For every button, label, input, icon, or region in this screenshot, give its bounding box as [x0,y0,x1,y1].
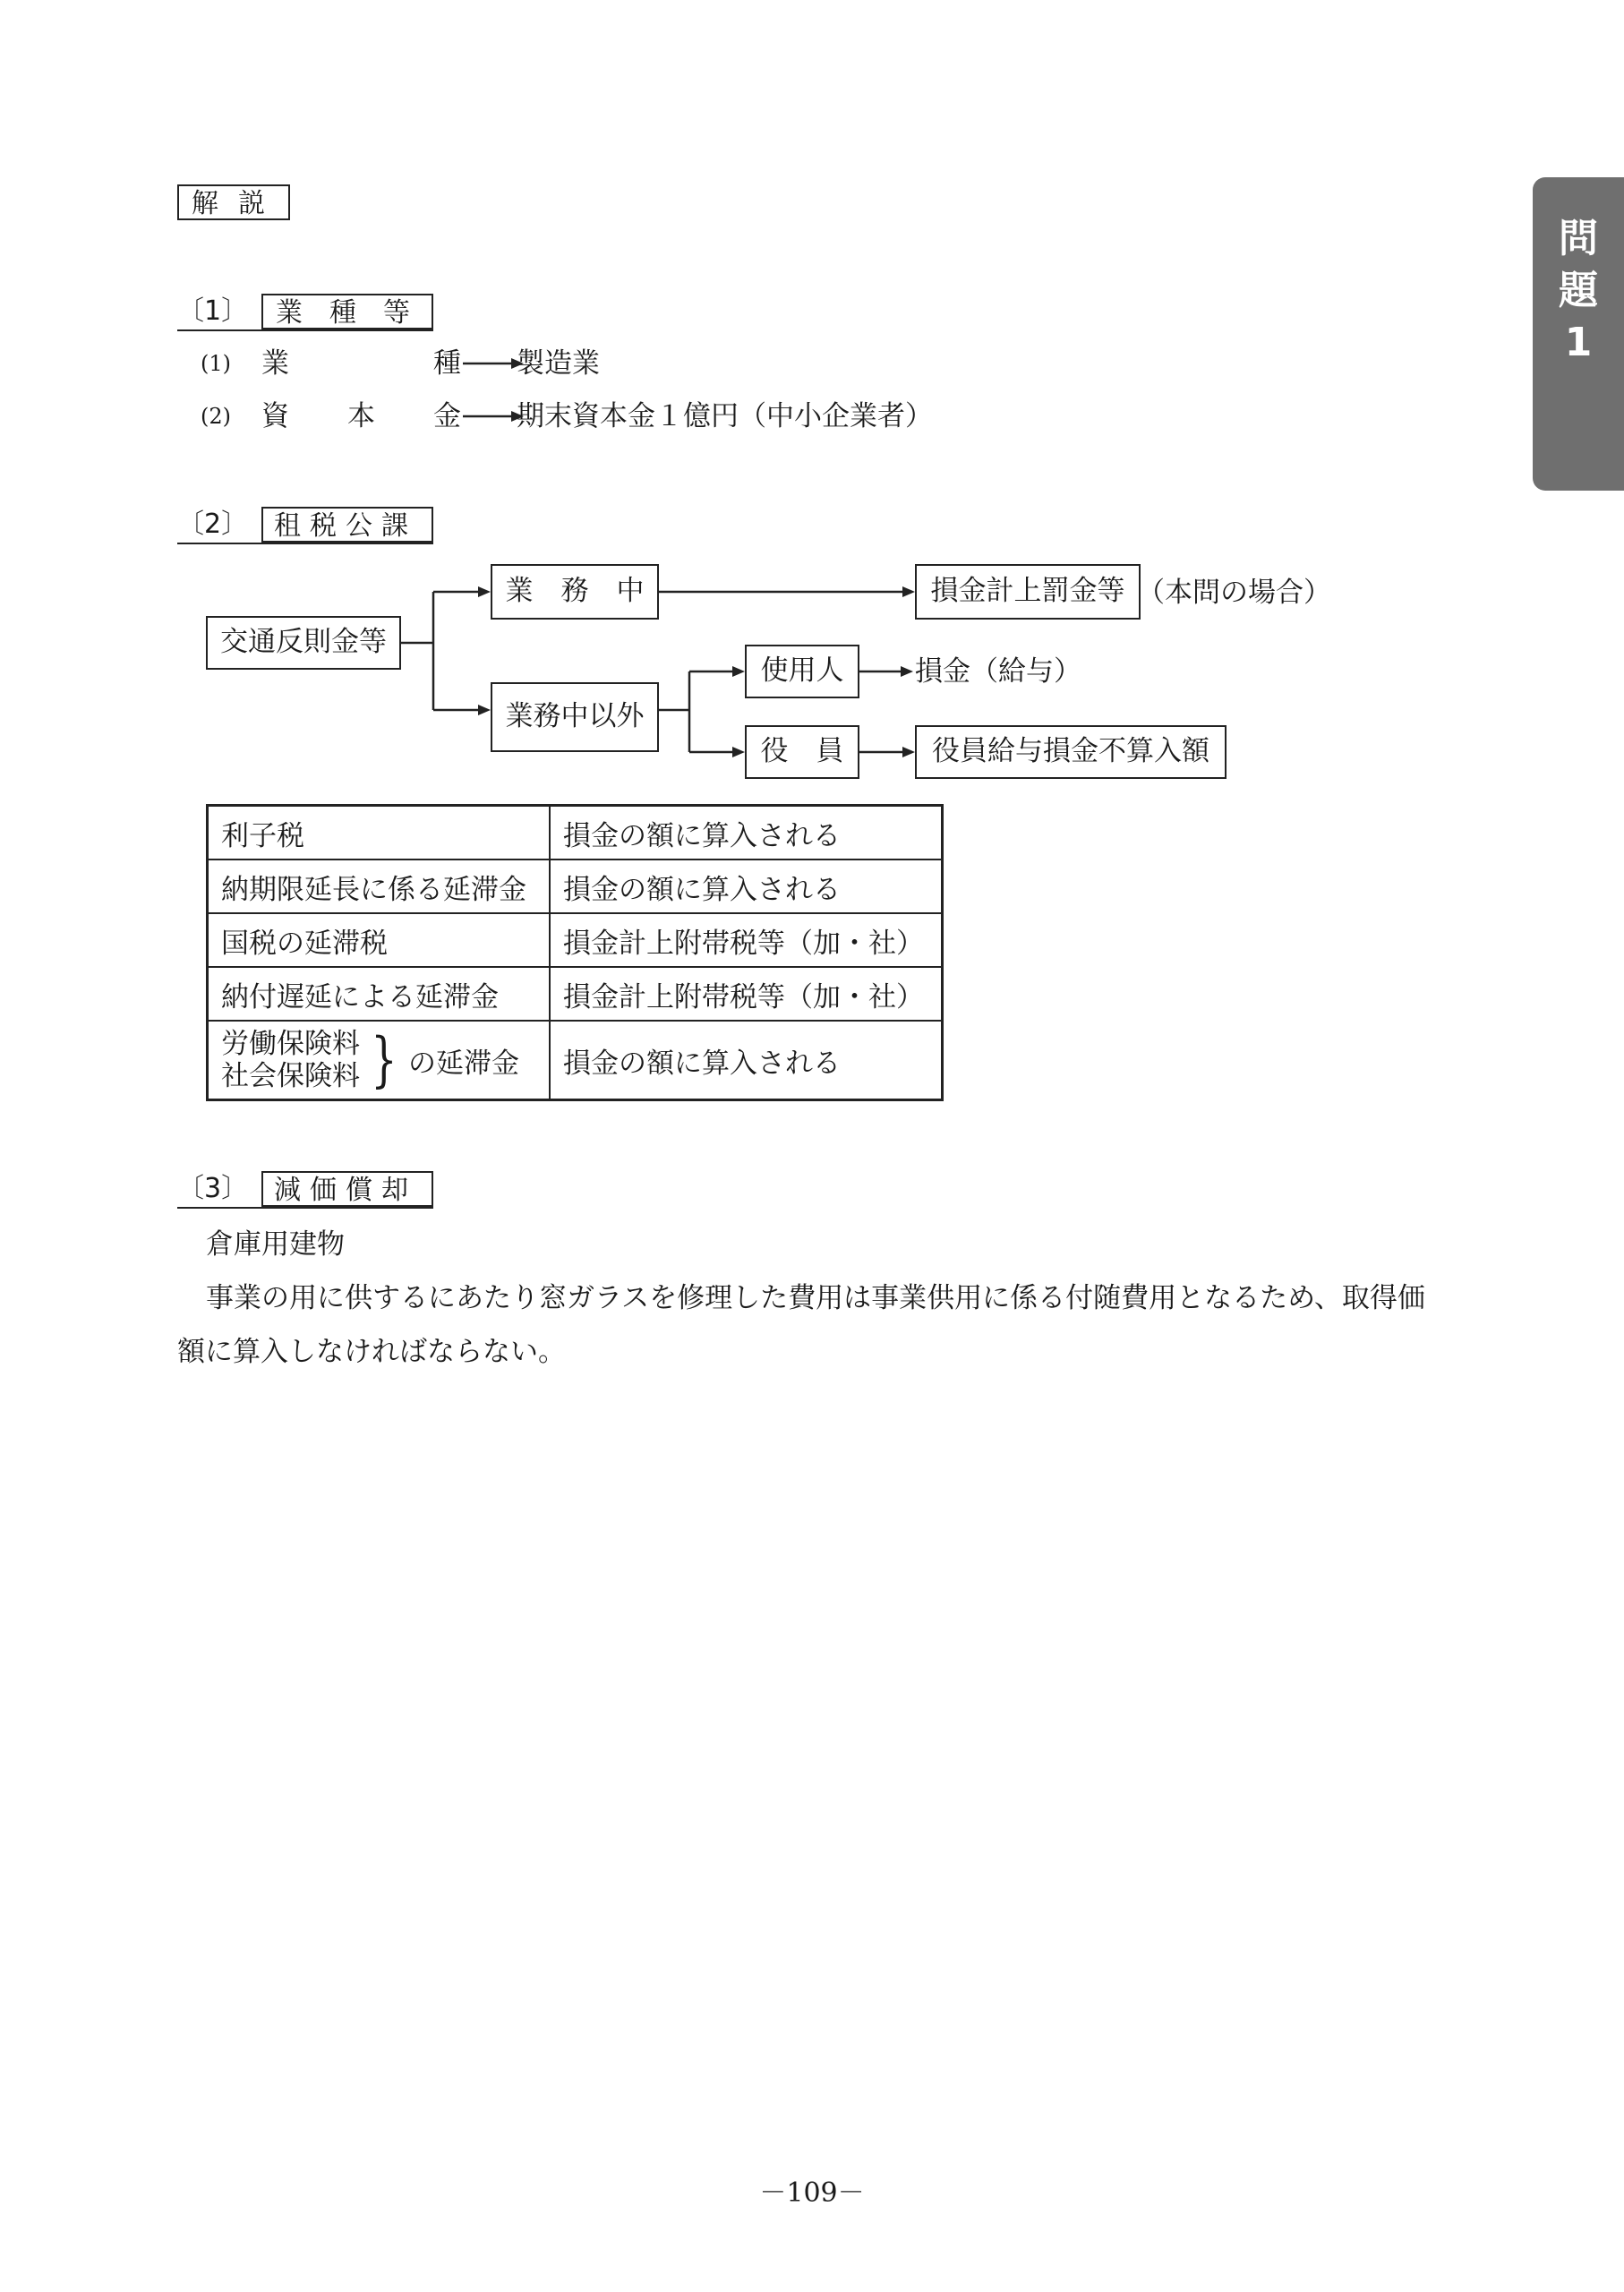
section-3-heading [177,1171,433,1209]
chapter-side-tab [1533,177,1624,491]
item-number: (1) [201,351,231,376]
flow-officer-box: 役 員 [745,725,859,779]
tax-treatment-table [206,804,944,1101]
table-cell-item: 国税の延滞税 [208,913,551,967]
side-tab-char-1: 問 [1559,216,1598,261]
flow-gyomu-note: （本問の場合） [1137,577,1331,609]
sec1-item-1 [201,346,827,381]
sec1-item-2 [201,398,1006,434]
table-cell-treatment: 損金の額に算入される [550,1021,943,1100]
table-row [208,967,943,1021]
section-1-heading [177,294,437,331]
flow-gyomu-box: 業 務 中 [491,564,659,620]
section-1-number: 〔1〕 [177,295,249,327]
flow-employee-result: 損金（給与） [915,655,1081,688]
table-cell-treatment: 損金の額に算入される [550,860,943,913]
kaisetsu-label: 解説 [177,184,290,220]
section-2-title: 租税公課 [261,507,433,543]
item-value: 期末資本金１億円（中小企業者） [517,400,933,432]
table-cell-item: 納付遅延による延滞金 [208,967,551,1021]
paragraph-line-2: 額に算入しなければならない。 [177,1336,566,1368]
item-number: (2) [201,404,231,429]
table-cell-item: 利子税 [208,806,551,860]
sec3-paragraph [177,1271,1466,1379]
table-row [208,860,943,913]
side-tab-char-2: 題 [1559,268,1598,313]
table-row [208,806,943,860]
side-tab-char-3: 1 [1564,320,1593,365]
right-brace-icon: } [371,1025,397,1094]
table-cell-treatment: 損金計上附帯税等（加・社） [550,967,943,1021]
flow-gyomu-result-box: 損金計上罰金等 [915,564,1141,620]
item-value: 製造業 [517,347,600,380]
insurance-suffix: の延滞金 [408,1047,519,1080]
item-label-a: 資 [261,400,289,432]
item-label-mid: 本 [347,400,375,432]
paragraph-line-1: 事業の用に供するにあたり窓ガラスを修理した費用は事業供用に係る付随費用となるため、取得価 [206,1282,1425,1314]
insurance-b: 社会保険料 [221,1060,360,1092]
item-label-a: 業 [261,347,289,380]
section-2-number: 〔2〕 [177,509,249,540]
flow-officer-result-box: 役員給与損金不算入額 [915,725,1227,779]
table-row [208,1021,943,1100]
insurance-a: 労働保険料 [221,1028,360,1060]
section-1-title: 業種等 [261,294,433,329]
section-3-title: 減価償却 [261,1171,433,1207]
item-label-b: 種 [433,347,461,380]
table-cell-treatment: 損金計上附帯税等（加・社） [550,913,943,967]
flow-employee-box: 使用人 [745,645,859,698]
flow-root-box: 交通反則金等 [206,616,401,670]
section-3-number: 〔3〕 [177,1173,249,1204]
item-label-b: 金 [433,400,461,432]
flow-other-box: 業務中以外 [491,682,659,752]
table-cell-treatment: 損金の額に算入される [550,806,943,860]
page-number: －109－ [759,2177,865,2209]
table-cell-item: 納期限延長に係る延滞金 [208,860,551,913]
table-cell-item [208,1021,551,1100]
table-row [208,913,943,967]
sec3-subject: 倉庫用建物 [206,1228,345,1261]
